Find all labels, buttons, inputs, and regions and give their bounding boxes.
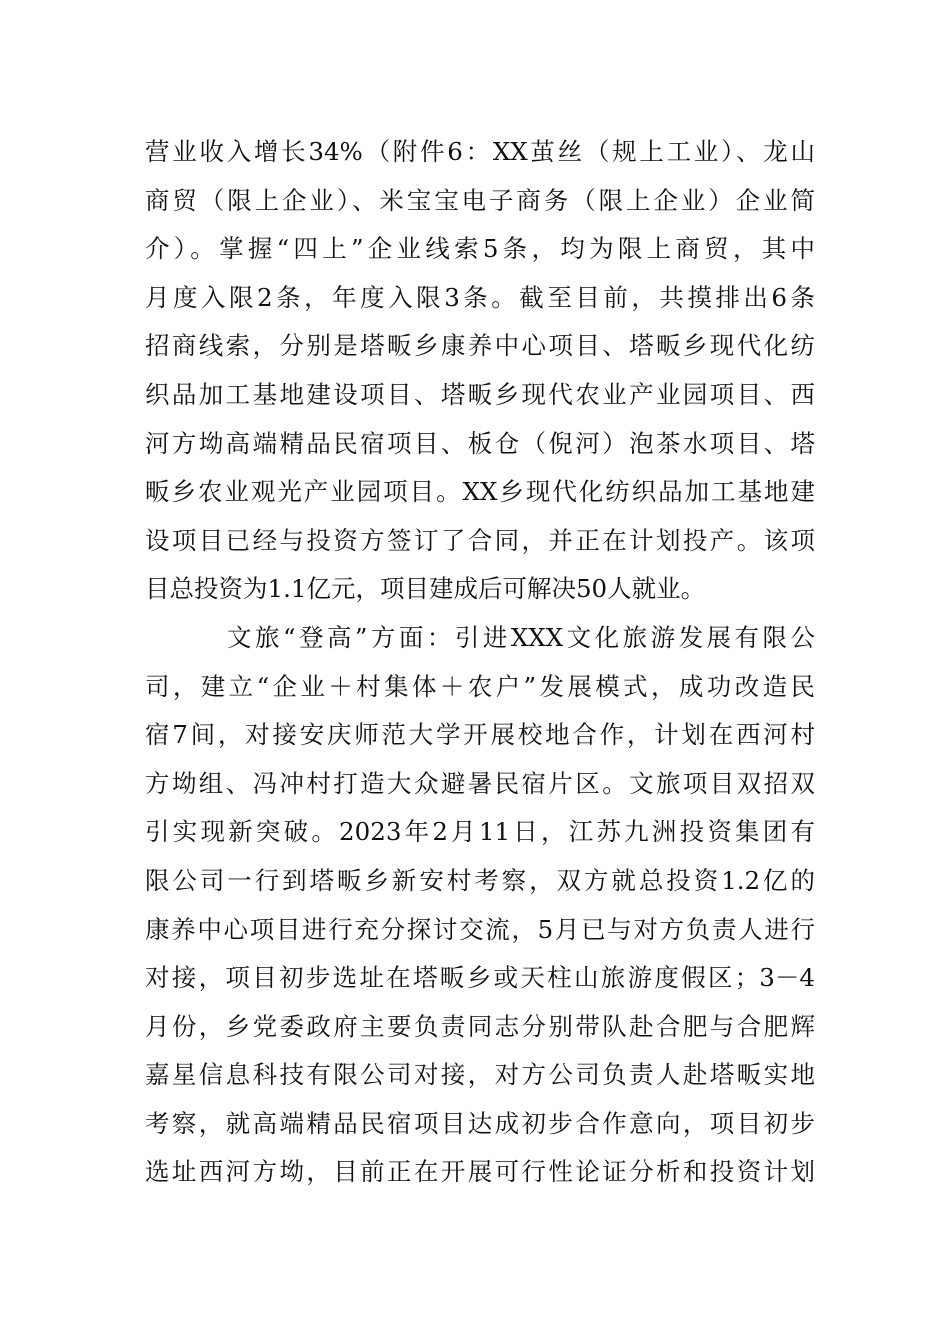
text-line-8: 畈乡农业观光产业园项目。XX乡现代化纺织品加工基地建: [145, 477, 815, 507]
text-line-6: 织品加工基地建设项目、塔畈乡现代农业产业园项目、西: [145, 379, 815, 409]
text-line-22: 选址西河方坳，目前正在开展可行性论证分析和投资计划: [145, 1157, 815, 1187]
text-line-3: 介）。掌握“四上”企业线索5条，均为限上商贸，其中: [145, 234, 815, 264]
text-line-5: 招商线索，分别是塔畈乡康养中心项目、塔畈乡现代化纺: [145, 331, 815, 361]
text-line-12: 司，建立“企业＋村集体＋农户”发展模式，成功改造民: [145, 671, 815, 701]
text-line-20: 嘉星信息科技有限公司对接，对方公司负责人赴塔畈实地: [145, 1060, 815, 1090]
text-line-16: 限公司一行到塔畈乡新安村考察，双方就总投资1.2亿的: [145, 865, 815, 895]
text-line-1: 营业收入增长34%（附件6：XX茧丝（规上工业）、龙山: [145, 137, 815, 166]
text-line-4: 月度入限2条，年度入限3条。截至目前，共摸排出6条: [145, 282, 815, 312]
text-line-18: 对接，项目初步选址在塔畈乡或天柱山旅游度假区；3－4: [145, 963, 815, 993]
text-line-7: 河方坳高端精品民宿项目、板仓（倪河）泡茶水项目、塔: [145, 428, 815, 458]
body-text: [145, 128, 815, 1197]
text-line-13: 宿7间，对接安庆师范大学开展校地合作，计划在西河村: [145, 720, 815, 750]
text-line-2: 商贸（限上企业）、米宝宝电子商务（限上企业）企业简: [145, 185, 815, 215]
text-line-14: 方坳组、冯冲村打造大众避暑民宿片区。文旅项目双招双: [145, 768, 815, 798]
paragraph-2-first-line: 文旅“登高”方面：引进XXX文化旅游发展有限公: [227, 622, 815, 652]
text-line-19: 月份，乡党委政府主要负责同志分别带队赴合肥与合肥辉: [145, 1011, 815, 1041]
text-line-21: 考察，就高端精品民宿项目达成初步合作意向，项目初步: [145, 1108, 815, 1138]
text-line-17: 康养中心项目进行充分探讨交流，5月已与对方负责人进行: [145, 914, 815, 944]
text-line-15: 引实现新突破。2023年2月11日，江苏九洲投资集团有: [145, 817, 815, 847]
text-line-9: 设项目已经与投资方签订了合同，并正在计划投产。该项: [145, 525, 815, 555]
text-line-10: 目总投资为1.1亿元，项目建成后可解决50人就业。: [145, 574, 706, 604]
